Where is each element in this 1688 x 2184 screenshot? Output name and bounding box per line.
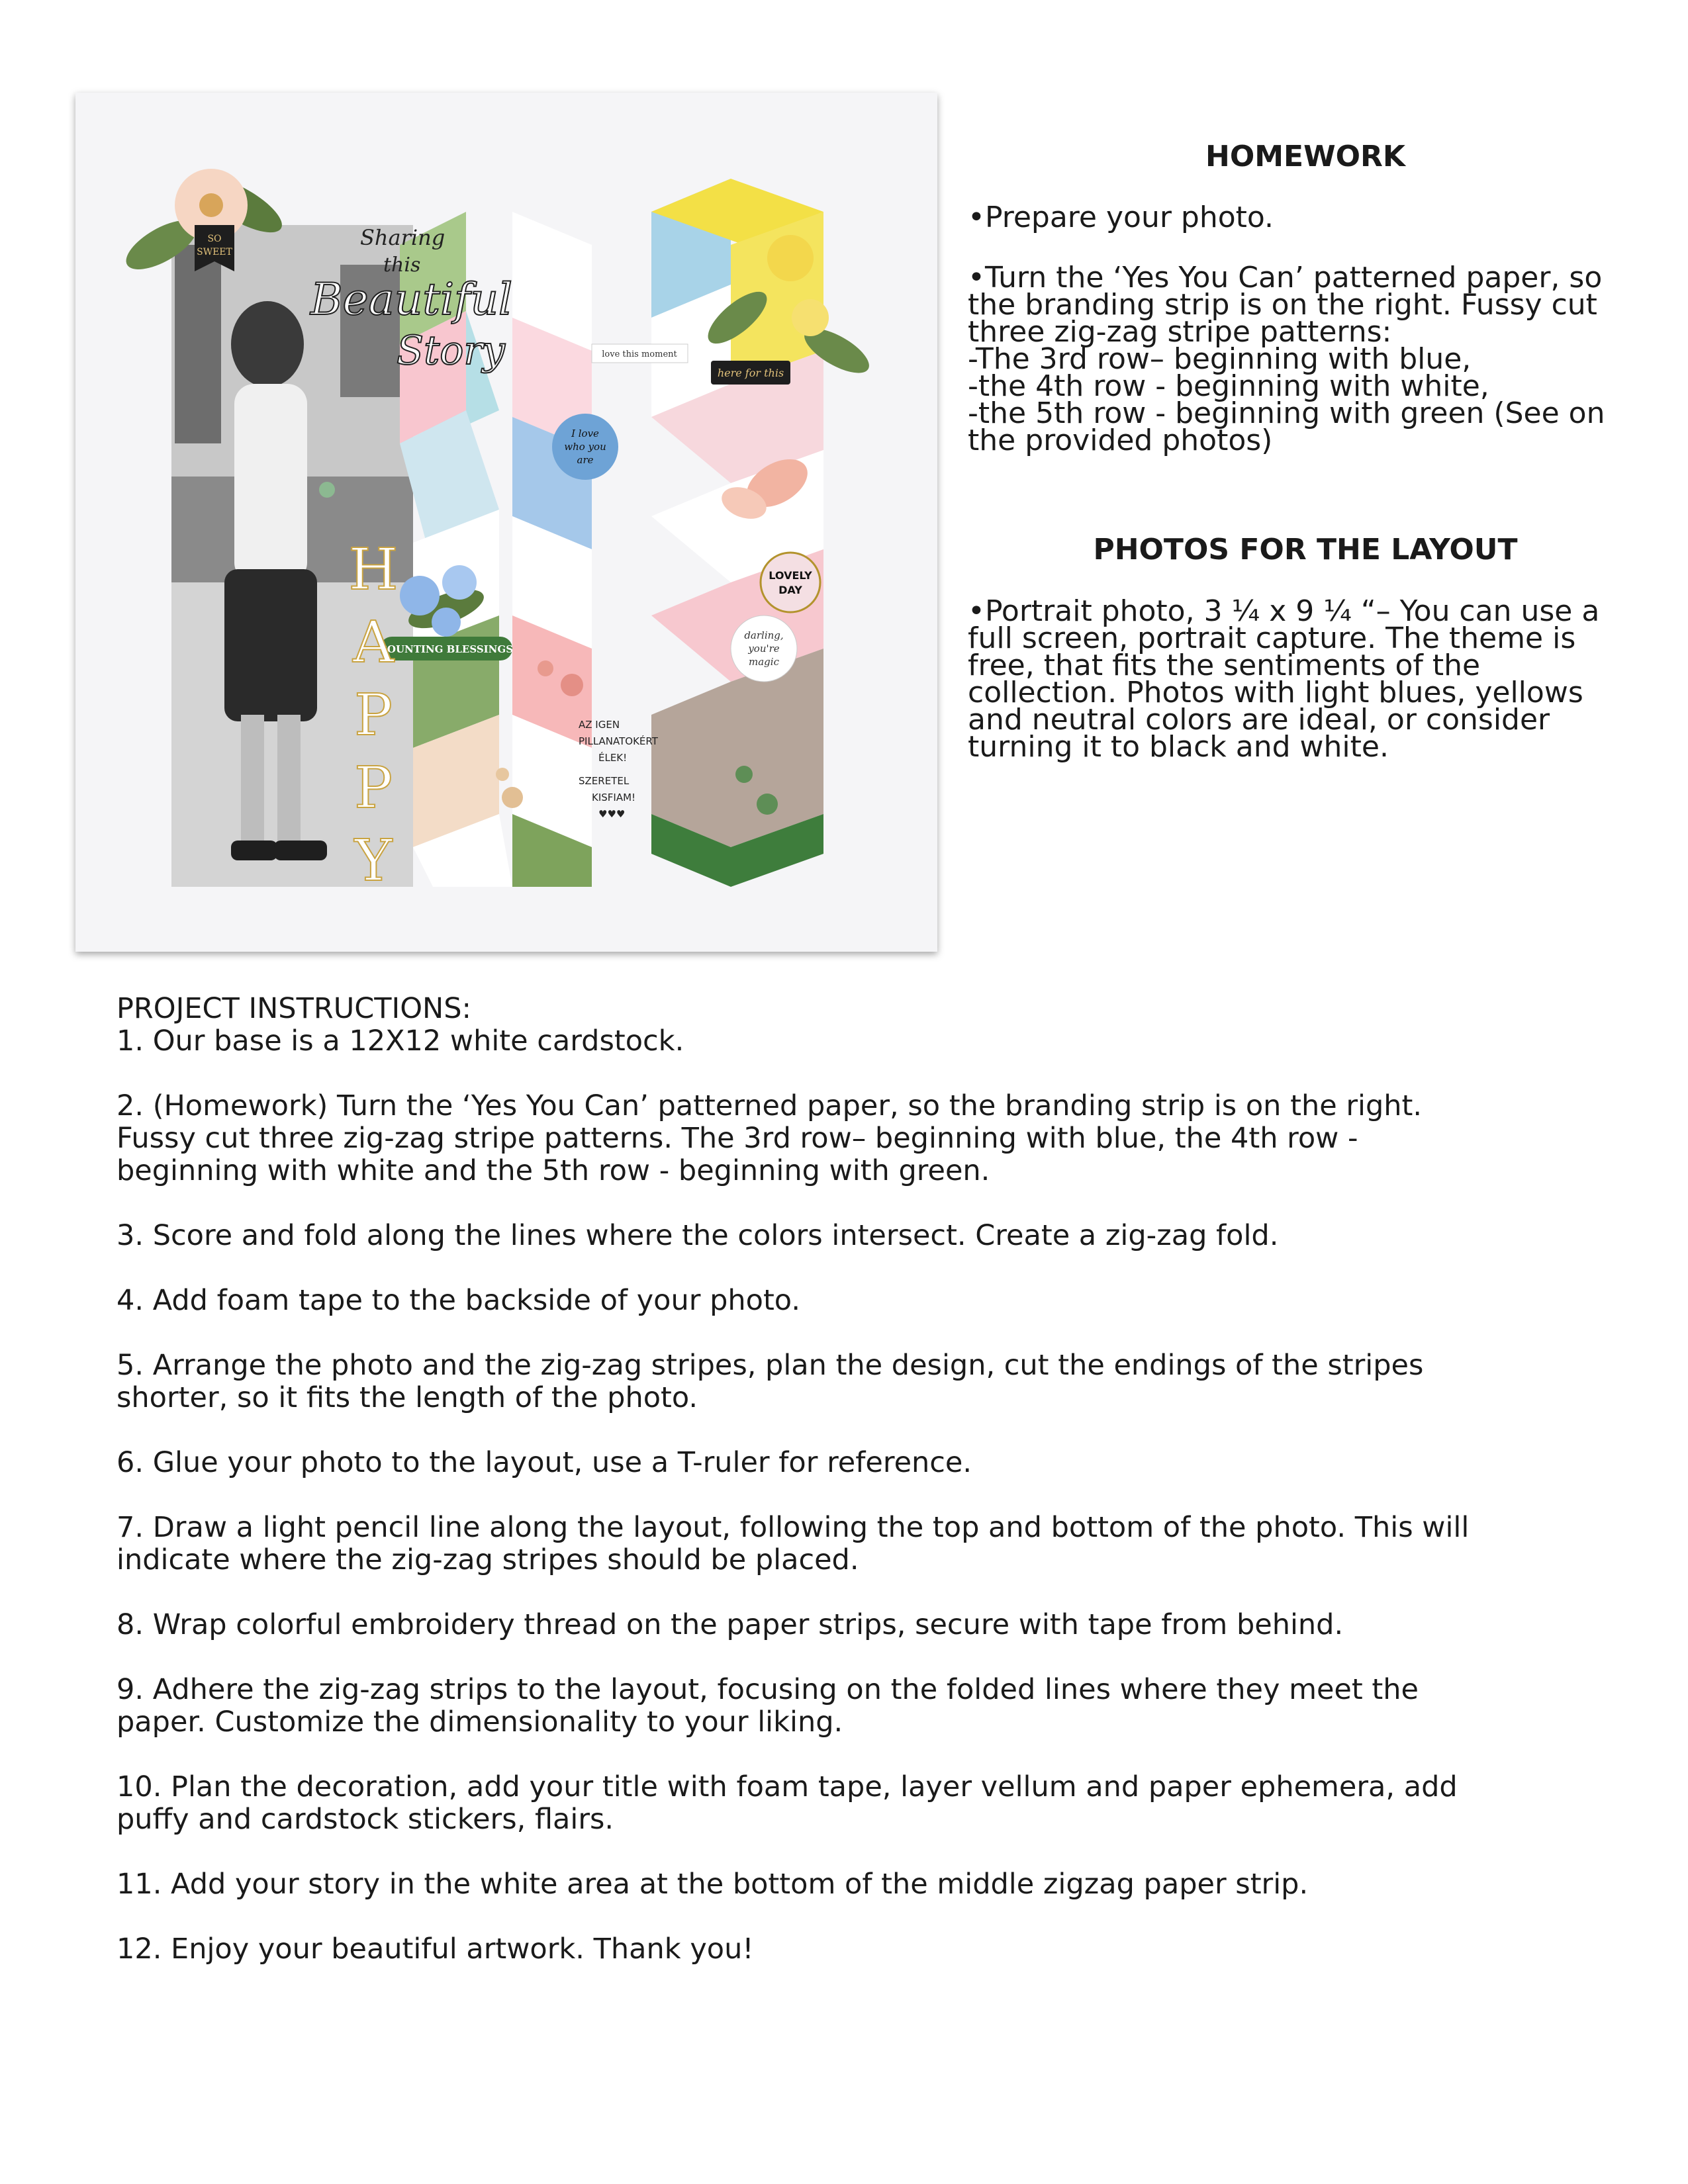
step-11: 11. Add your story in the white area at the bottom of the middle zigzag paper strip.	[117, 1868, 1309, 1901]
step-7: 7. Draw a light pencil line along the layout, following the top and bottom of the photo. This will indicate where the zig-zag stripes should be placed.	[117, 1511, 1470, 1576]
step-5: 5. Arrange the photo and the zig-zag stripes, plan the design, cut the endings of the stripes shorter, so it fits the length of the photo.	[117, 1349, 1424, 1414]
svg-text:you're: you're	[748, 643, 780, 655]
project-instructions	[117, 993, 1606, 1966]
i-love-who-you-are-flair	[552, 414, 618, 480]
homework-item-zigzag: •Turn the ‘Yes You Can’ patterned paper, so the branding strip is on the right. Fussy cut three zig-zag stripe patterns: -The 3rd row– beginning with blue, -the 4th row - beginning with white, -the 5th row - beginning with green (See on the provided photos)	[968, 261, 1605, 457]
layout-photo	[75, 93, 937, 952]
svg-text:♥♥♥: ♥♥♥	[598, 808, 626, 820]
step-9: 9. Adhere the zig-zag strips to the layout, focusing on the folded lines where they meet the paper. Customize the dimensionality to your liking.	[117, 1673, 1419, 1739]
svg-text:SZERETEL: SZERETEL	[579, 775, 630, 787]
svg-text:A: A	[352, 610, 395, 676]
svg-text:DAY: DAY	[778, 584, 802, 596]
svg-text:this: this	[383, 253, 421, 277]
svg-text:I love: I love	[571, 428, 599, 439]
svg-text:magic: magic	[749, 656, 779, 668]
svg-text:Story: Story	[397, 328, 505, 374]
lovely-day-flair	[761, 553, 820, 612]
counting-blessings-label	[379, 637, 513, 660]
photos-description: •Portrait photo, 3 ¼ x 9 ¼ “– You can use a full screen, portrait capture. The theme is free, that fits the sentiments of the collection. Photos with light blues, yellows and neutral colors are ideal, or consider turning it to black and white.	[968, 594, 1600, 764]
svg-text:love this moment: love this moment	[602, 349, 677, 359]
svg-text:ÉLEK!: ÉLEK!	[598, 752, 628, 764]
homework-item-prepare-photo: •Prepare your photo.	[968, 201, 1274, 234]
svg-text:P: P	[354, 755, 393, 821]
svg-text:are: are	[577, 454, 594, 466]
svg-text:AZ IGEN: AZ IGEN	[579, 719, 620, 731]
svg-text:SO: SO	[207, 234, 222, 244]
happy-letters	[349, 537, 399, 894]
svg-text:H: H	[348, 537, 399, 603]
step-4: 4. Add foam tape to the backside of your photo.	[117, 1284, 801, 1317]
here-for-this-tag	[711, 361, 790, 385]
svg-text:LOVELY: LOVELY	[769, 569, 812, 582]
step-10: 10. Plan the decoration, add your title with foam tape, layer vellum and paper ephemera, add puffy and cardstock stickers, flairs.	[117, 1770, 1458, 1836]
step-1: 1. Our base is a 12X12 white cardstock.	[117, 1024, 684, 1058]
step-6: 6. Glue your photo to the layout, use a T-ruler for reference.	[117, 1446, 972, 1479]
instructions-heading: PROJECT INSTRUCTIONS:	[117, 992, 471, 1025]
svg-text:darling,: darling,	[744, 629, 784, 641]
svg-text:Y: Y	[354, 828, 393, 894]
svg-text:Sharing: Sharing	[360, 225, 445, 250]
svg-text:KISFIAM!: KISFIAM!	[592, 792, 636, 803]
love-this-moment-label	[592, 344, 688, 363]
svg-text:SWEET: SWEET	[197, 247, 232, 257]
homework-title: HOMEWORK	[1205, 140, 1405, 173]
svg-text:here for this: here for this	[717, 367, 784, 379]
step-2: 2. (Homework) Turn the ‘Yes You Can’ patterned paper, so the branding strip is on the right. Fussy cut three zig-zag stripe patterns. The 3rd row– beginning with blue, the 4th row - beginning with white and the 5th row - beginning with green.	[117, 1089, 1423, 1187]
scrapbook-layout-illustration	[75, 93, 937, 952]
step-3: 3. Score and fold along the lines where the colors intersect. Create a zig-zag fold.	[117, 1219, 1279, 1252]
svg-text:COUNTING BLESSINGS: COUNTING BLESSINGS	[379, 643, 514, 655]
step-12: 12. Enjoy your beautiful artwork. Thank you!	[117, 1933, 754, 1966]
svg-text:who you: who you	[564, 441, 606, 453]
svg-text:PILLANATOKÉRT: PILLANATOKÉRT	[579, 735, 658, 747]
zigzag-column-3	[651, 179, 823, 887]
step-8: 8. Wrap colorful embroidery thread on the paper strips, secure with tape from behind.	[117, 1608, 1344, 1641]
svg-text:P: P	[354, 682, 393, 749]
darling-flair	[731, 615, 797, 682]
svg-text:Beautiful: Beautiful	[310, 274, 513, 325]
photos-section-title: PHOTOS FOR THE LAYOUT	[1093, 533, 1518, 567]
